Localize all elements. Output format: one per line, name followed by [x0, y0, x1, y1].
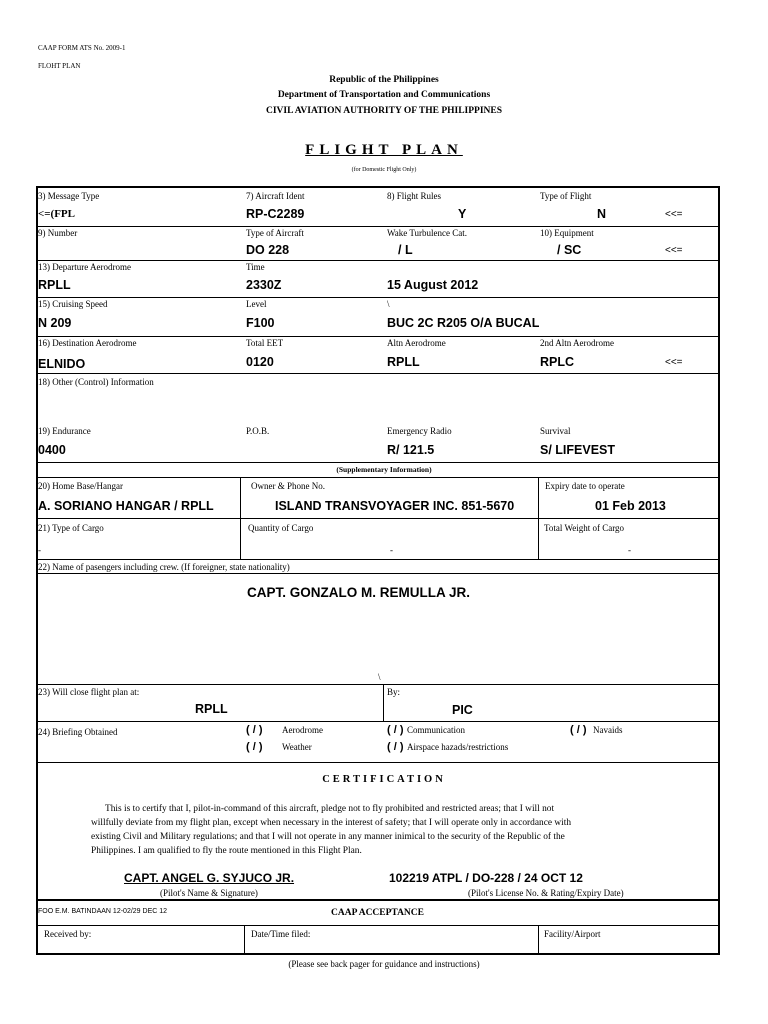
level-label: Level — [246, 299, 267, 309]
divider — [538, 477, 539, 559]
supplementary-info-heading: (Supplementary Information) — [336, 465, 432, 474]
divider — [36, 518, 720, 519]
caap-acceptance-title: CAAP ACCEPTANCE — [331, 908, 424, 918]
header-caap: CIVIL AVIATION AUTHORITY OF THE PHILIPPINES — [265, 106, 503, 116]
weather-label: Weather — [282, 742, 312, 752]
number-label: 9) Number — [38, 228, 78, 238]
endurance-value: 0400 — [38, 443, 66, 457]
page-title: FLIGHT PLAN — [305, 142, 463, 158]
expiry-date-label: Expiry date to operate — [545, 481, 625, 491]
time-value: 2330Z — [246, 278, 282, 292]
departure-aerodrome-value: RPLL — [38, 278, 71, 292]
owner-phone-label: Owner & Phone No. — [251, 481, 325, 491]
message-type-value: <=(FPL — [38, 208, 75, 220]
flight-rules-label: 8) Flight Rules — [387, 191, 442, 201]
divider — [36, 336, 720, 337]
date-time-filed-label: Date/Time filed: — [251, 929, 311, 939]
divider — [36, 762, 720, 763]
altn-aerodrome-value: RPLL — [387, 355, 420, 369]
route-value: BUC 2C R205 O/A BUCAL — [387, 316, 540, 330]
wake-turbulence-value: / L — [398, 243, 413, 257]
aerodrome-check: ( / ) — [246, 724, 263, 736]
divider — [36, 559, 720, 560]
divider — [36, 925, 720, 926]
owner-phone-value: ISLAND TRANSVOYAGER INC. 851-5670 — [275, 499, 515, 513]
page-subtitle: (for Domestic Flight Only) — [351, 167, 417, 173]
passengers-value: CAPT. GONZALO M. REMULLA JR. — [247, 585, 470, 600]
second-altn-value: RPLC — [540, 355, 575, 369]
destination-value: ELNIDO — [38, 357, 86, 371]
divider — [36, 226, 720, 227]
cruising-speed-label: 15) Cruising Speed — [38, 299, 108, 309]
emergency-radio-value: R/ 121.5 — [387, 443, 435, 457]
certification-line-4: Philippines. I am qualified to fly the route mentioned in this Flight Plan. — [91, 846, 362, 856]
weather-check: ( / ) — [246, 741, 263, 753]
divider — [36, 721, 720, 722]
pilot-name-caption: (Pilot's Name & Signature) — [160, 888, 258, 898]
divider — [36, 297, 720, 298]
airspace-label: Airspace hazads/restrictions — [407, 742, 509, 752]
closed-by-value: PIC — [452, 703, 473, 717]
divider — [36, 684, 720, 685]
divider — [36, 573, 720, 574]
aircraft-ident-label: 7) Aircraft Ident — [246, 191, 305, 201]
form-code: CAAP FORM ATS No. 2009-1 — [38, 44, 126, 52]
time-label: Time — [246, 262, 265, 272]
total-eet-value: 0120 — [246, 355, 274, 369]
type-of-aircraft-label: Type of Aircraft — [246, 228, 304, 238]
divider — [36, 373, 720, 374]
cargo-type-value: - — [38, 545, 41, 555]
aircraft-ident-value: RP-C2289 — [246, 207, 305, 221]
close-plan-value: RPLL — [195, 702, 228, 716]
type-of-flight-value: N — [597, 207, 607, 221]
certification-line-1: This is to certify that I, pilot-in-command of this aircraft, pledge not to fly prohibited and restricted areas; that I will not — [105, 804, 555, 814]
level-value: F100 — [246, 316, 275, 330]
navaids-label: Navaids — [593, 725, 623, 735]
survival-label: Survival — [540, 426, 571, 436]
certification-title: CERTIFICATION — [322, 774, 446, 785]
divider — [36, 899, 720, 901]
type-of-flight-label: Type of Flight — [540, 191, 592, 201]
row1-end-marker: <<= — [665, 209, 683, 220]
cargo-weight-value: - — [628, 545, 631, 555]
total-eet-label: Total EET — [246, 338, 284, 348]
communication-check: ( / ) — [387, 724, 404, 736]
endurance-label: 19) Endurance — [38, 426, 91, 436]
home-base-label: 20) Home Base/Hangar — [38, 481, 123, 491]
divider — [36, 477, 720, 478]
cargo-weight-label: Total Weight of Cargo — [544, 523, 625, 533]
survival-value: S/ LIFEVEST — [540, 443, 616, 457]
other-info-label: 18) Other (Control) Information — [38, 377, 154, 387]
cargo-quantity-label: Quantity of Cargo — [248, 523, 314, 533]
header-department: Department of Transportation and Communications — [277, 90, 491, 100]
expiry-date-value: 01 Feb 2013 — [595, 499, 666, 513]
cargo-quantity-value: - — [390, 545, 393, 555]
airspace-check: ( / ) — [387, 741, 404, 753]
certification-line-2: willfully deviate from my flight plan, except when necessary in the interest of safety; that I will operate only in accordance with — [91, 818, 572, 828]
form-name: FLOHT PLAN — [38, 62, 81, 70]
home-base-value: A. SORIANO HANGAR / RPLL — [38, 499, 214, 513]
divider — [240, 477, 241, 559]
foo-line: FOO E.M. BATINDAAN 12-02/29 DEC 12 — [38, 908, 168, 915]
destination-label: 16) Destination Aerodrome — [38, 338, 137, 348]
emergency-radio-label: Emergency Radio — [387, 426, 452, 436]
divider — [36, 462, 720, 463]
navaids-check: ( / ) — [570, 724, 587, 736]
briefing-label: 24) Briefing Obtained — [38, 727, 118, 737]
row2-end-marker: <<= — [665, 245, 683, 256]
wake-turbulence-label: Wake Turbulence Cat. — [387, 228, 468, 238]
flight-rules-value: Y — [458, 207, 467, 221]
message-type-label: 3) Message Type — [38, 191, 100, 201]
equipment-value: / SC — [557, 243, 582, 257]
divider — [383, 684, 384, 721]
communication-label: Communication — [407, 725, 465, 735]
pilot-license-caption: (Pilot's License No. & Rating/Expiry Date) — [468, 888, 624, 898]
cargo-type-label: 21) Type of Cargo — [38, 523, 104, 533]
divider — [244, 925, 245, 955]
pilot-license: 102219 ATPL / DO-228 / 24 OCT 12 — [389, 871, 583, 885]
divider — [36, 260, 720, 261]
flight-date-value: 15 August 2012 — [387, 278, 479, 292]
equipment-label: 10) Equipment — [540, 228, 594, 238]
passengers-mark: \ — [378, 672, 381, 682]
divider — [538, 925, 539, 955]
aerodrome-label: Aerodrome — [282, 725, 323, 735]
received-by-label: Received by: — [44, 929, 92, 939]
facility-airport-label: Facility/Airport — [544, 929, 601, 939]
pob-label: P.O.B. — [246, 426, 270, 436]
certification-line-3: existing Civil and Military regulations; and that I will not operate in any manner inimical to the security of the Republic of the — [91, 832, 565, 842]
footer-note: (Please see back pager for guidance and instructions) — [288, 959, 480, 969]
closed-by-label: By: — [387, 687, 401, 697]
route-label: \ — [387, 299, 390, 309]
second-altn-label: 2nd Altn Aerodrome — [540, 338, 614, 348]
close-plan-label: 23) Will close flight plan at: — [38, 687, 140, 697]
altn-aerodrome-label: Altn Aerodrome — [387, 338, 446, 348]
pilot-name: CAPT. ANGEL G. SYJUCO JR. — [124, 871, 295, 885]
header-republic: Republic of the Philippines — [329, 75, 439, 85]
cruising-speed-value: N 209 — [38, 316, 72, 330]
type-of-aircraft-value: DO 228 — [246, 243, 290, 257]
passengers-label: 22) Name of pasengers including crew. (If foreigner, state nationality) — [38, 562, 290, 572]
row5-end-marker: <<= — [665, 357, 683, 368]
departure-aerodrome-label: 13) Departure Aerodrome — [38, 262, 131, 272]
